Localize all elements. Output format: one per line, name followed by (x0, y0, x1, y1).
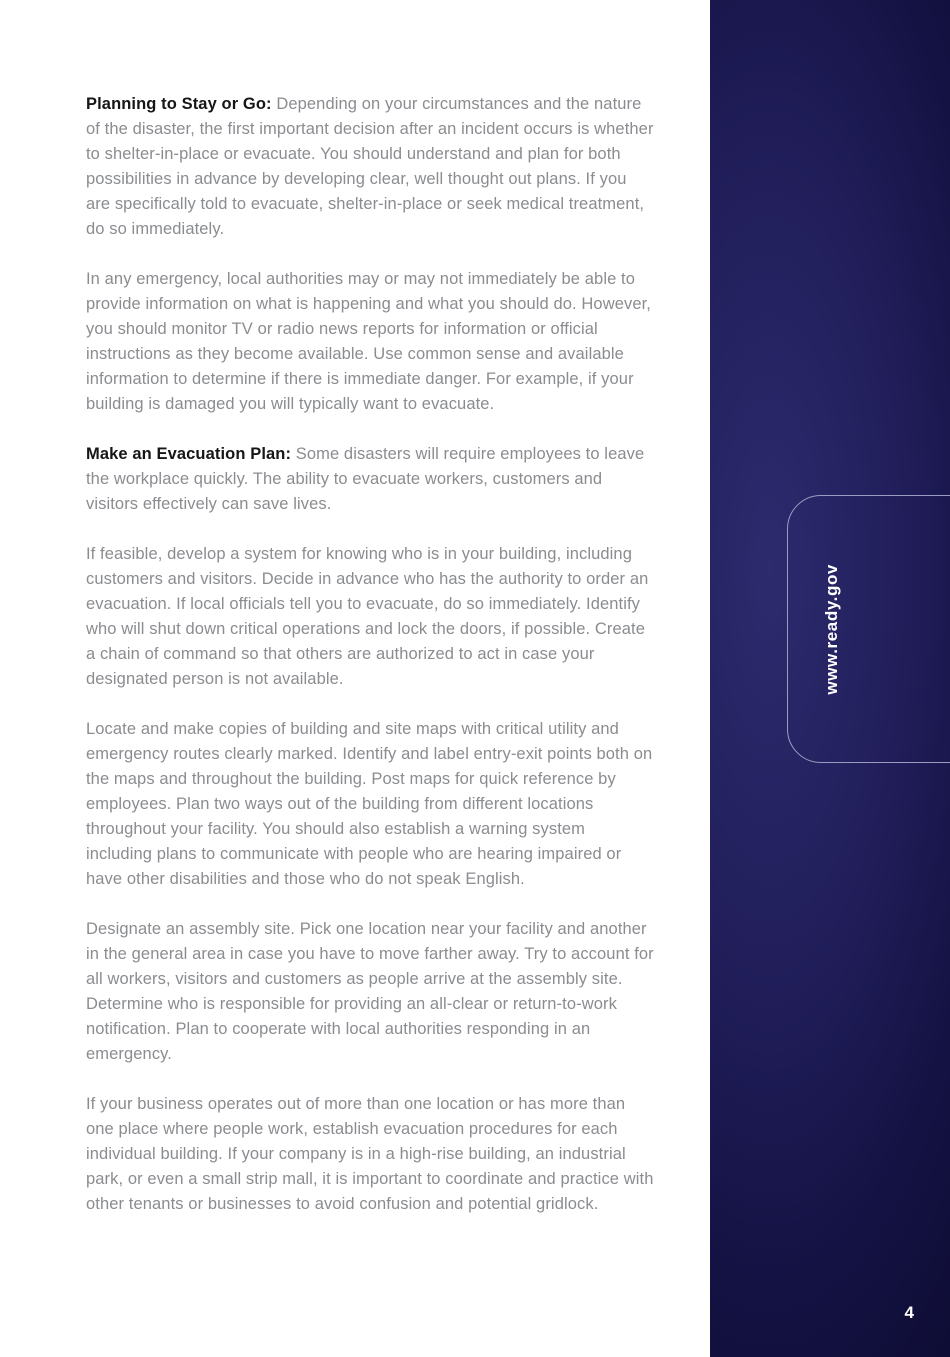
paragraph-text: Some disasters will require employees to leave the workplace quickly. The ability to evacuate workers, customers and visitors effectively can save lives. (86, 445, 645, 513)
paragraph-assembly-site (86, 917, 654, 1067)
ready-gov-url-container (822, 496, 842, 762)
paragraph-text: Locate and make copies of building and site maps with critical utility and emergency routes clearly marked. Identify and label entry-exit points both on the maps and throughout the building. Post maps for quick reference by employees. Plan two ways out of the building from different locations throughout your facility. You should also establish a warning system including plans to communicate with people who are hearing impaired or have other disabilities and those who do not speak English. (86, 720, 653, 888)
paragraph-emergency-information (86, 267, 654, 417)
paragraph-text: If your business operates out of more than one location or has more than one place where people work, establish evacuation procedures for each individual building. If your company is in a high-rise building, an industrial park, or even a small strip mall, it is important to coordinate and practice with other tenants or businesses to avoid confusion and potential gridlock. (86, 1095, 654, 1213)
paragraph-building-maps (86, 717, 654, 892)
paragraph-lead: Planning to Stay or Go: (86, 95, 272, 113)
ready-gov-outline-box (787, 495, 950, 763)
page-number: 4 (904, 1303, 914, 1322)
paragraph-text: In any emergency, local authorities may or may not immediately be able to provide information on what is happening and what you should do. However, you should monitor TV or radio news reports for information or official instructions as they become available. Use common sense and available information to determine if there is immediate danger. For example, if your building is damaged you will typically want to evacuate. (86, 270, 651, 413)
paragraph-evacuation-system (86, 542, 654, 692)
paragraph-lead: Make an Evacuation Plan: (86, 445, 292, 463)
ready-gov-url: www.ready.gov (822, 563, 841, 695)
sidebar (710, 0, 950, 1357)
paragraph-text: If feasible, develop a system for knowing who is in your building, including customers and visitors. Decide in advance who has the authority to order an evacuation. If local officials tell you to evacuate, do so immediately. Identify who will shut down critical operations and lock the doors, if possible. Create a chain of command so that others are authorized to act in case your designated person is not available. (86, 545, 649, 688)
paragraph-make-an-evacuation-plan (86, 442, 654, 517)
paragraph-text: Designate an assembly site. Pick one location near your facility and another in the general area in case you have to move farther away. Try to account for all workers, visitors and customers as people arrive at the assembly site. Determine who is responsible for providing an all-clear or return-to-work notification. Plan to cooperate with local authorities responding in an emergency. (86, 920, 654, 1063)
paragraph-multiple-locations (86, 1092, 654, 1217)
paragraph-planning-to-stay-or-go (86, 92, 654, 242)
paragraph-text: Depending on your circumstances and the nature of the disaster, the first important decision after an incident occurs is whether to shelter-in-place or evacuate. You should understand and plan for both possibilities in advance by developing clear, well thought out plans. If you are specifically told to evacuate, shelter-in-place or seek medical treatment, do so immediately. (86, 95, 654, 238)
